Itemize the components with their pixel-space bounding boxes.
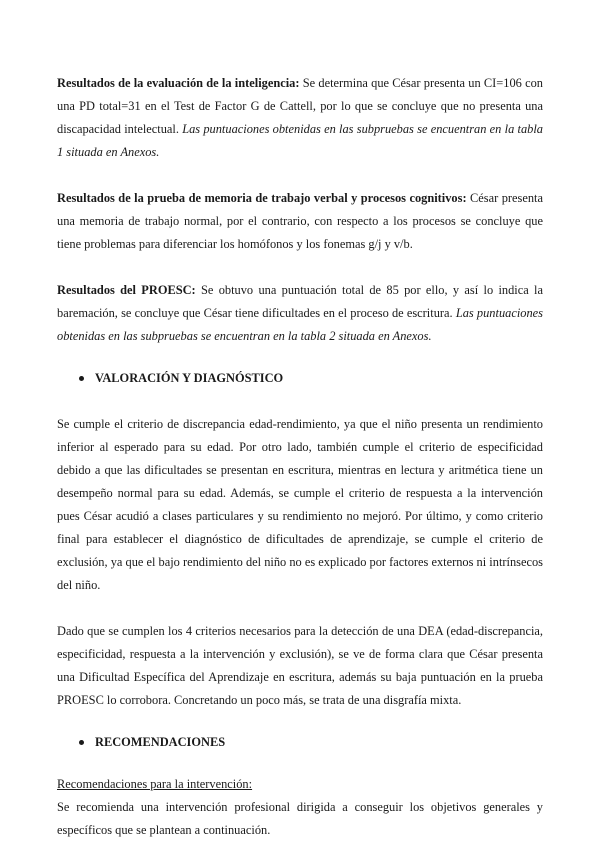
text-memoria: César presenta una memoria de trabajo normal, por el contrario, con respecto a los procesos se concluye que tiene problemas para diferenciar los homófonos y los fonemas g/j y v/b. [57,191,543,251]
document-page [57,72,543,842]
spacer [57,754,543,773]
heading-valoracion [57,367,543,390]
paragraph-recomendaciones-1: Se recomienda una intervención profesional dirigida a conseguir los objetivos generales y específicos que se plantean a continuación. [57,800,543,837]
spacer [57,348,543,367]
spacer [57,597,543,620]
label-proesc: Resultados del PROESC: [57,283,196,297]
spacer [57,164,543,187]
paragraph-valoracion-2: Dado que se cumplen los 4 criterios necesarios para la detección de una DEA (edad-discrepancia, especificidad, respuesta a la intervención y exclusión), se ve de forma clara que César presenta una Dificultad Específica del Aprendizaje en escritura, además su baja puntuación en la prueba PROESC lo corrobora. Concretando un poco más, se trata de una disgrafía mixta. [57,624,543,707]
bullet-icon [79,376,84,381]
label-memoria: Resultados de la prueba de memoria de trabajo verbal y procesos cognitivos: [57,191,467,205]
heading-valoracion-text: VALORACIÓN Y DIAGNÓSTICO [95,371,284,385]
text-proesc: Se obtuvo una puntuación total de 85 por ello, y así lo indica la baremación, se concluye que César tiene dificultades en el proceso de escritura. [57,283,543,320]
note-inteligencia: Las puntuaciones obtenidas en las subpruebas se encuentran en la tabla 1 situada en Anexos. [57,122,543,159]
paragraph-proesc [57,279,543,348]
spacer [57,390,543,413]
spacer [57,712,543,731]
paragraph-memoria [57,187,543,256]
label-inteligencia: Resultados de la evaluación de la inteligencia: [57,76,300,90]
note-proesc: Las puntuaciones obtenidas en las subpruebas se encuentran en la tabla 2 situada en Anexos. [57,306,543,343]
bullet-icon [79,740,84,745]
subheading-intervencion: Recomendaciones para la intervención: [57,777,253,791]
paragraph-inteligencia [57,72,543,164]
spacer [57,256,543,279]
paragraph-valoracion-1: Se cumple el criterio de discrepancia edad-rendimiento, ya que el niño presenta un rendimiento inferior al esperado para su edad. Por otro lado, también cumple el criterio de especificidad debido a que las dificultades se presentan en escritura, mientras en lectura y aritmética tiene un desempeño normal para su edad. Además, se cumple el criterio de respuesta a la intervención pues César acudió a clases particulares y su rendimiento no mejoró. Por último, y como criterio final para establecer el diagnóstico de dificultades de aprendizaje, se cumple el criterio de exclusión, ya que el bajo rendimiento del niño no es explicado por factores externos ni intrínsecos del niño. [57,417,543,592]
heading-recomendaciones [57,731,543,754]
heading-recomendaciones-text: RECOMENDACIONES [95,735,226,749]
text-inteligencia: Se determina que César presenta un CI=106 con una PD total=31 en el Test de Factor G de Cattell, por lo que se concluye que no presenta una discapacidad intelectual. [57,76,543,136]
